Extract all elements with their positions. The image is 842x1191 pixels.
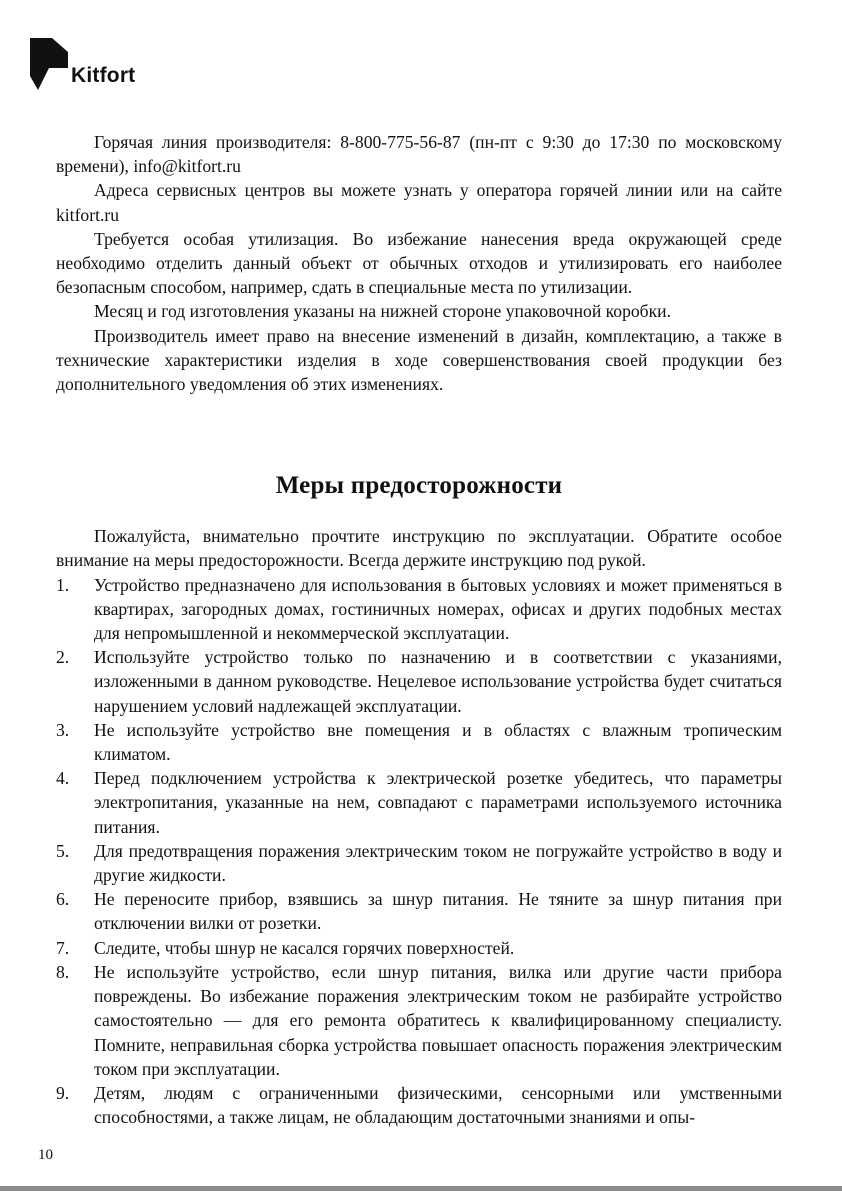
list-item-number: 2. (56, 647, 70, 668)
list-item-text: Следите, чтобы шнур не касался горячих поверхностей. (94, 937, 515, 958)
list-item (56, 887, 782, 935)
list-item (56, 573, 782, 646)
brand-logo (30, 38, 135, 90)
intro-section (56, 130, 782, 396)
section-title: Меры предосторожности (275, 472, 563, 500)
list-item (56, 645, 782, 718)
list-item-text: Не переносите прибор, взявшись за шнур питания. Не тяните за шнур питания при отключении вилки от розетки. (94, 889, 782, 934)
list-item-text: Не используйте устройство вне помещения и в областях с влажным тропическим климатом. (94, 719, 782, 765)
list-item-number: 3. (56, 719, 70, 740)
page-content (56, 130, 782, 1129)
list-item-number: 9. (56, 1082, 70, 1103)
intro-paragraph: Производитель имеет право на внесение изменений в дизайн, комплектацию, а также в технические характеристики изделия в ходе совершенствования своей продукции без дополнительного уведомления об этих изменениях. (56, 325, 782, 395)
section-lead: Пожалуйста, внимательно прочтите инструкцию по эксплуатации. Обратите особое внимание на меры предосторожности. Всегда держите инструкцию под рукой. (56, 526, 782, 571)
list-item-number: 1. (56, 574, 70, 595)
list-item-number: 7. (56, 937, 70, 958)
page-number: 10 (38, 1147, 53, 1163)
bottom-divider (0, 1186, 842, 1191)
list-item (56, 1081, 782, 1129)
list-item-number: 8. (56, 961, 70, 982)
intro-paragraph: Требуется особая утилизация. Во избежание нанесения вреда окружающей среде необходимо отделить данный объект от обычных отходов и утилизировать его наиболее безопасным способом, например, сдать в специальные места по утилизации. (56, 228, 782, 298)
list-item-number: 5. (56, 840, 70, 861)
precautions-list (56, 573, 782, 1130)
intro-paragraph: Месяц и год изготовления указаны на нижней стороне упаковочной коробки. (94, 301, 671, 322)
list-item-text: Устройство предназначено для использования в бытовых условиях и может применяться в квартирах, загородных домах, гостиничных номерах, офисах и других подобных местах для непромышленной и некоммерческой эксплуатации. (94, 574, 782, 644)
list-item (56, 839, 782, 887)
intro-paragraph: Горячая линия производителя: 8-800-775-56-87 (пн-пт с 9:30 до 17:30 по московскому времени), info@kitfort.ru (56, 132, 782, 177)
list-item-text: Для предотвращения поражения электрическим током не погружайте устройство в воду и другие жидкости. (94, 840, 782, 886)
brand-name: Kitfort (71, 64, 136, 87)
list-item (56, 718, 782, 766)
list-item-number: 6. (56, 889, 70, 910)
list-item-text: Используйте устройство только по назначению и в соответствии с указаниями, изложенными в данном руководстве. Нецелевое использование устройства будет считаться нарушением условий надлежащей эксплуатации. (94, 647, 782, 716)
kitfort-logo-icon (30, 38, 68, 90)
list-item-number: 4. (56, 768, 70, 789)
list-item (56, 960, 782, 1081)
list-item-text: Не используйте устройство, если шнур питания, вилка или другие части прибора повреждены. Во избежание поражения электрическим током не разбирайте устройство самостоятельно — для его ремонта обратитесь к квалифицированному специалисту. Помните, неправильная сборка устройства повышает опасность поражения электрическим током при эксплуатации. (94, 961, 782, 1079)
list-item-text: Перед подключением устройства к электрической розетке убедитесь, что параметры электропитания, указанные на нем, совпадают с параметрами используемого источника питания. (94, 768, 782, 837)
intro-paragraph: Адреса сервисных центров вы можете узнать у оператора горячей линии или на сайте kitfort.ru (56, 180, 782, 225)
list-item (56, 936, 782, 960)
list-item-text: Детям, людям с ограниченными физическими, сенсорными или умственными способностями, а также лицам, не обладающим достаточными знаниями и опы- (94, 1082, 782, 1128)
list-item (56, 766, 782, 839)
